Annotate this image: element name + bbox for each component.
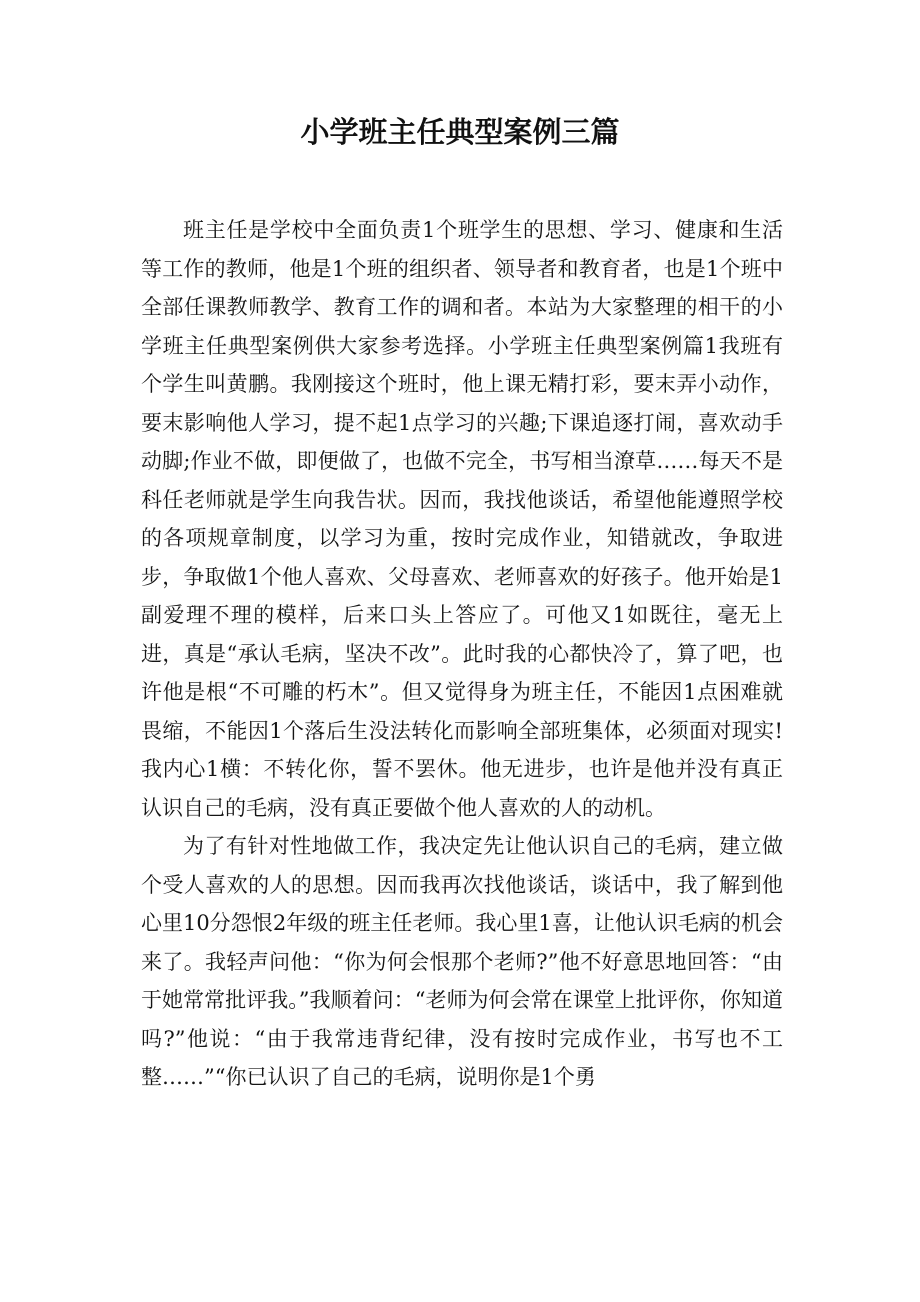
paragraph-2: 为了有针对性地做工作，我决定先让他认识自己的毛病，建立做个受人喜欢的人的思想。因而我再次找他谈话，谈话中，我了解到他心里10分怨恨2年级的班主任老师。我心里1喜，让他认识毛病的机会来了。我轻声问他：“你为何会恨那个老师?”他不好意思地回答：“由于她常常批评我。”我顺着问：“老师为何会常在课堂上批评你，你知道吗?”他说：“由于我常违背纪律，没有按时完成作业，书写也不工整……”“你已认识了自己的毛病，说明你是1个勇 <box>141 834 783 1089</box>
document-body <box>141 211 783 1097</box>
paragraph-1: 班主任是学校中全面负责1个班学生的思想、学习、健康和生活等工作的教师，他是1个班的组织者、领导者和教育者，也是1个班中全部任课教师教学、教育工作的调和者。本站为大家整理的相干的小学班主任典型案例供大家参考选择。小学班主任典型案例篇1我班有个学生叫黄鹏。我刚接这个班时，他上课无精打彩，要末弄小动作，要末影响他人学习，提不起1点学习的兴趣;下课追逐打闹，喜欢动手动脚;作业不做，即便做了，也做不完全，书写相当潦草……每天不是科任老师就是学生向我告状。因而，我找他谈话，希望他能遵照学校的各项规章制度，以学习为重，按时完成作业，知错就改，争取进步，争取做1个他人喜欢、父母喜欢、老师喜欢的好孩子。他开始是1副爱理不理的模样，后来口头上答应了。可他又1如既往，毫无上进，真是“承认毛病，坚决不改”。此时我的心都快冷了，算了吧，也许他是根“不可雕的朽木”。但又觉得身为班主任，不能因1点困难就畏缩，不能因1个落后生没法转化而影响全部班集体，必须面对现实!我内心1横：不转化你，誓不罢休。他无进步，也许是他并没有真正认识自己的毛病，没有真正要做个他人喜欢的人的动机。 <box>141 218 783 820</box>
document-title: 小学班主任典型案例三篇 <box>300 115 620 149</box>
